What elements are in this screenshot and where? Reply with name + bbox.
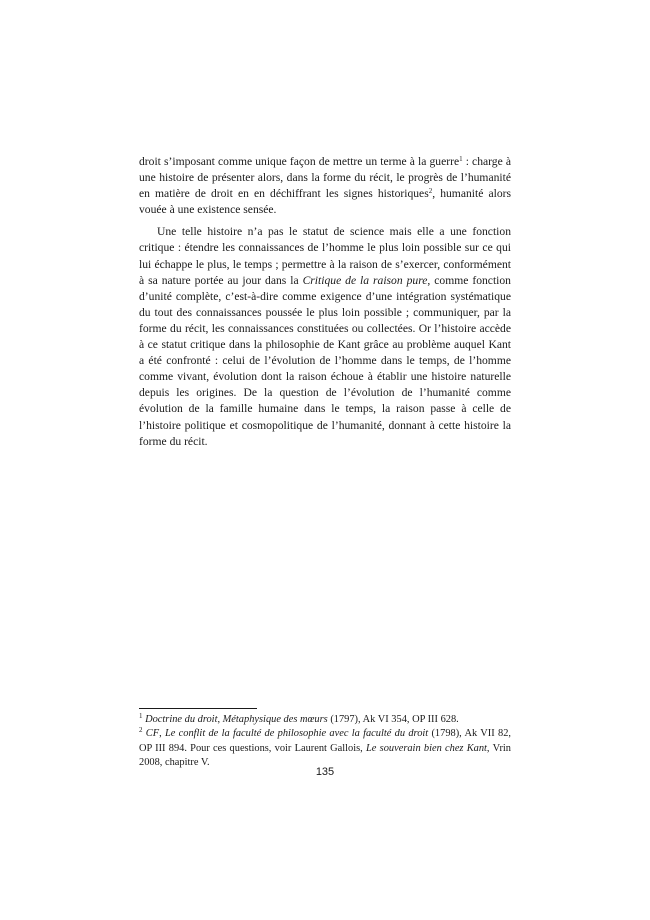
footnote-ref-2[interactable]: 2 xyxy=(428,187,433,196)
footnote-2-abbrev: CF xyxy=(145,728,160,740)
footnote-1-subtitle: Métaphysique des mœurs xyxy=(222,714,328,725)
paragraph-1 xyxy=(139,154,511,218)
paragraph-1-text-end: , humanité alors vouée à une existence sensée. xyxy=(139,187,511,217)
paragraph-2-text-cont: , comme fonction d’unité complète, c’est-à-dire comme exigence d’une intégration systématique du tout des connaissances poussée le plus loin possible ; communiquer, par la forme du récit, les connaissances constituées ou collectées. Or l’histoire accède à ce statut critique dans la philosophie de Kant grâce au problème auquel Kant a été confronté : celui de l’évolution de l’homme dans le temps, de l’homme comme vivant, évolution dont la raison échoue à établir une histoire naturelle depuis les origines. De la question de l’évolution de l’humanité comme évolution de la famille humaine dans le temps, la raison passe à celle de l’histoire politique et cosmopolitique de l’humanité, donnant à cette histoire la forme du récit. xyxy=(139,273,511,448)
footnote-2-sep: , xyxy=(159,728,165,740)
footnote-2-number: 2 xyxy=(139,726,143,735)
footnote-2 xyxy=(139,727,511,770)
book-title-italic: Critique de la raison pure xyxy=(302,273,428,287)
footnote-1 xyxy=(139,713,511,727)
footnote-2-cited-title: Le souverain bien chez Kant xyxy=(366,742,487,754)
footnote-2-ref-end: , Vrin 2008, chapitre V. xyxy=(139,742,511,769)
footnote-1-ref: (1797), Ak VI 354, OP III 628. xyxy=(327,714,459,725)
footnotes xyxy=(139,713,511,771)
footnote-separator xyxy=(139,708,257,709)
footnote-1-sep: , xyxy=(217,714,223,725)
footnote-2-title: Le conflit de la faculté de philosophie avec la faculté du droit xyxy=(164,728,429,740)
footnote-ref-1[interactable]: 1 xyxy=(459,155,463,163)
footnote-1-title: Doctrine du droit xyxy=(145,714,218,725)
paragraph-2-text: Une telle histoire n’a pas le statut de science mais elle a une fonction critique : étendre les connaissances de l’homme le plus loin possible sur ce qui lui échappe le plus, le temps ; permettre à la raison de s’exercer, conformément à sa nature portée au jour dans la xyxy=(139,225,511,287)
main-text xyxy=(139,154,511,450)
paragraph-1-text-cont: : charge à une histoire de présenter alors, dans la forme du récit, le progrès de l’humanité en matière de droit en en déchiffrant les signes historiques xyxy=(139,155,511,201)
footnote-2-ref: (1798), Ak VII 82, OP III 894. Pour ces questions, voir Laurent Gallois, xyxy=(139,728,511,754)
paragraph-2 xyxy=(139,224,511,449)
page-number: 135 xyxy=(315,766,335,778)
footnote-1-number: 1 xyxy=(139,712,143,720)
paragraph-1-text: droit s’imposant comme unique façon de mettre un terme à la guerre xyxy=(139,155,460,168)
